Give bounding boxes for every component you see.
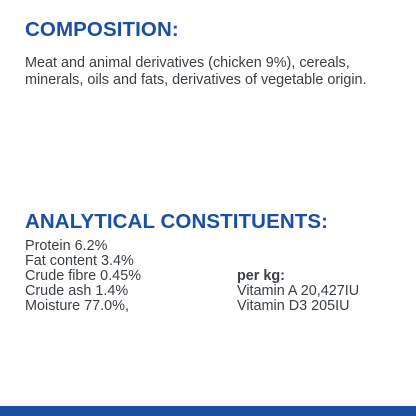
composition-heading: COMPOSITION:: [25, 18, 179, 41]
vitamins-list: [237, 284, 359, 314]
vitamins-per-kg-label: per kg:: [237, 268, 285, 284]
analytical-constituents-heading: ANALYTICAL CONSTITUENTS:: [25, 210, 329, 233]
constituent-protein: Protein 6.2%: [25, 238, 108, 254]
vitamins-block: [237, 269, 359, 314]
constituents-list: [25, 239, 141, 314]
composition-text: Meat and animal derivatives (chicken 9%), cereals, minerals, oils and fats, derivatives of vegetable origin.: [25, 55, 367, 88]
constituent-moisture: Moisture 77.0%,: [25, 298, 129, 314]
vitamin-a: Vitamin A 20,427IU: [237, 283, 360, 299]
constituent-crude-ash: Crude ash 1.4%: [25, 283, 129, 299]
vitamin-d3: Vitamin D3 205IU: [237, 298, 350, 314]
constituent-crude-fibre: Crude fibre 0.45%: [25, 268, 141, 284]
constituent-fat-content: Fat content 3.4%: [25, 253, 134, 269]
bottom-accent-bar: [0, 406, 416, 416]
